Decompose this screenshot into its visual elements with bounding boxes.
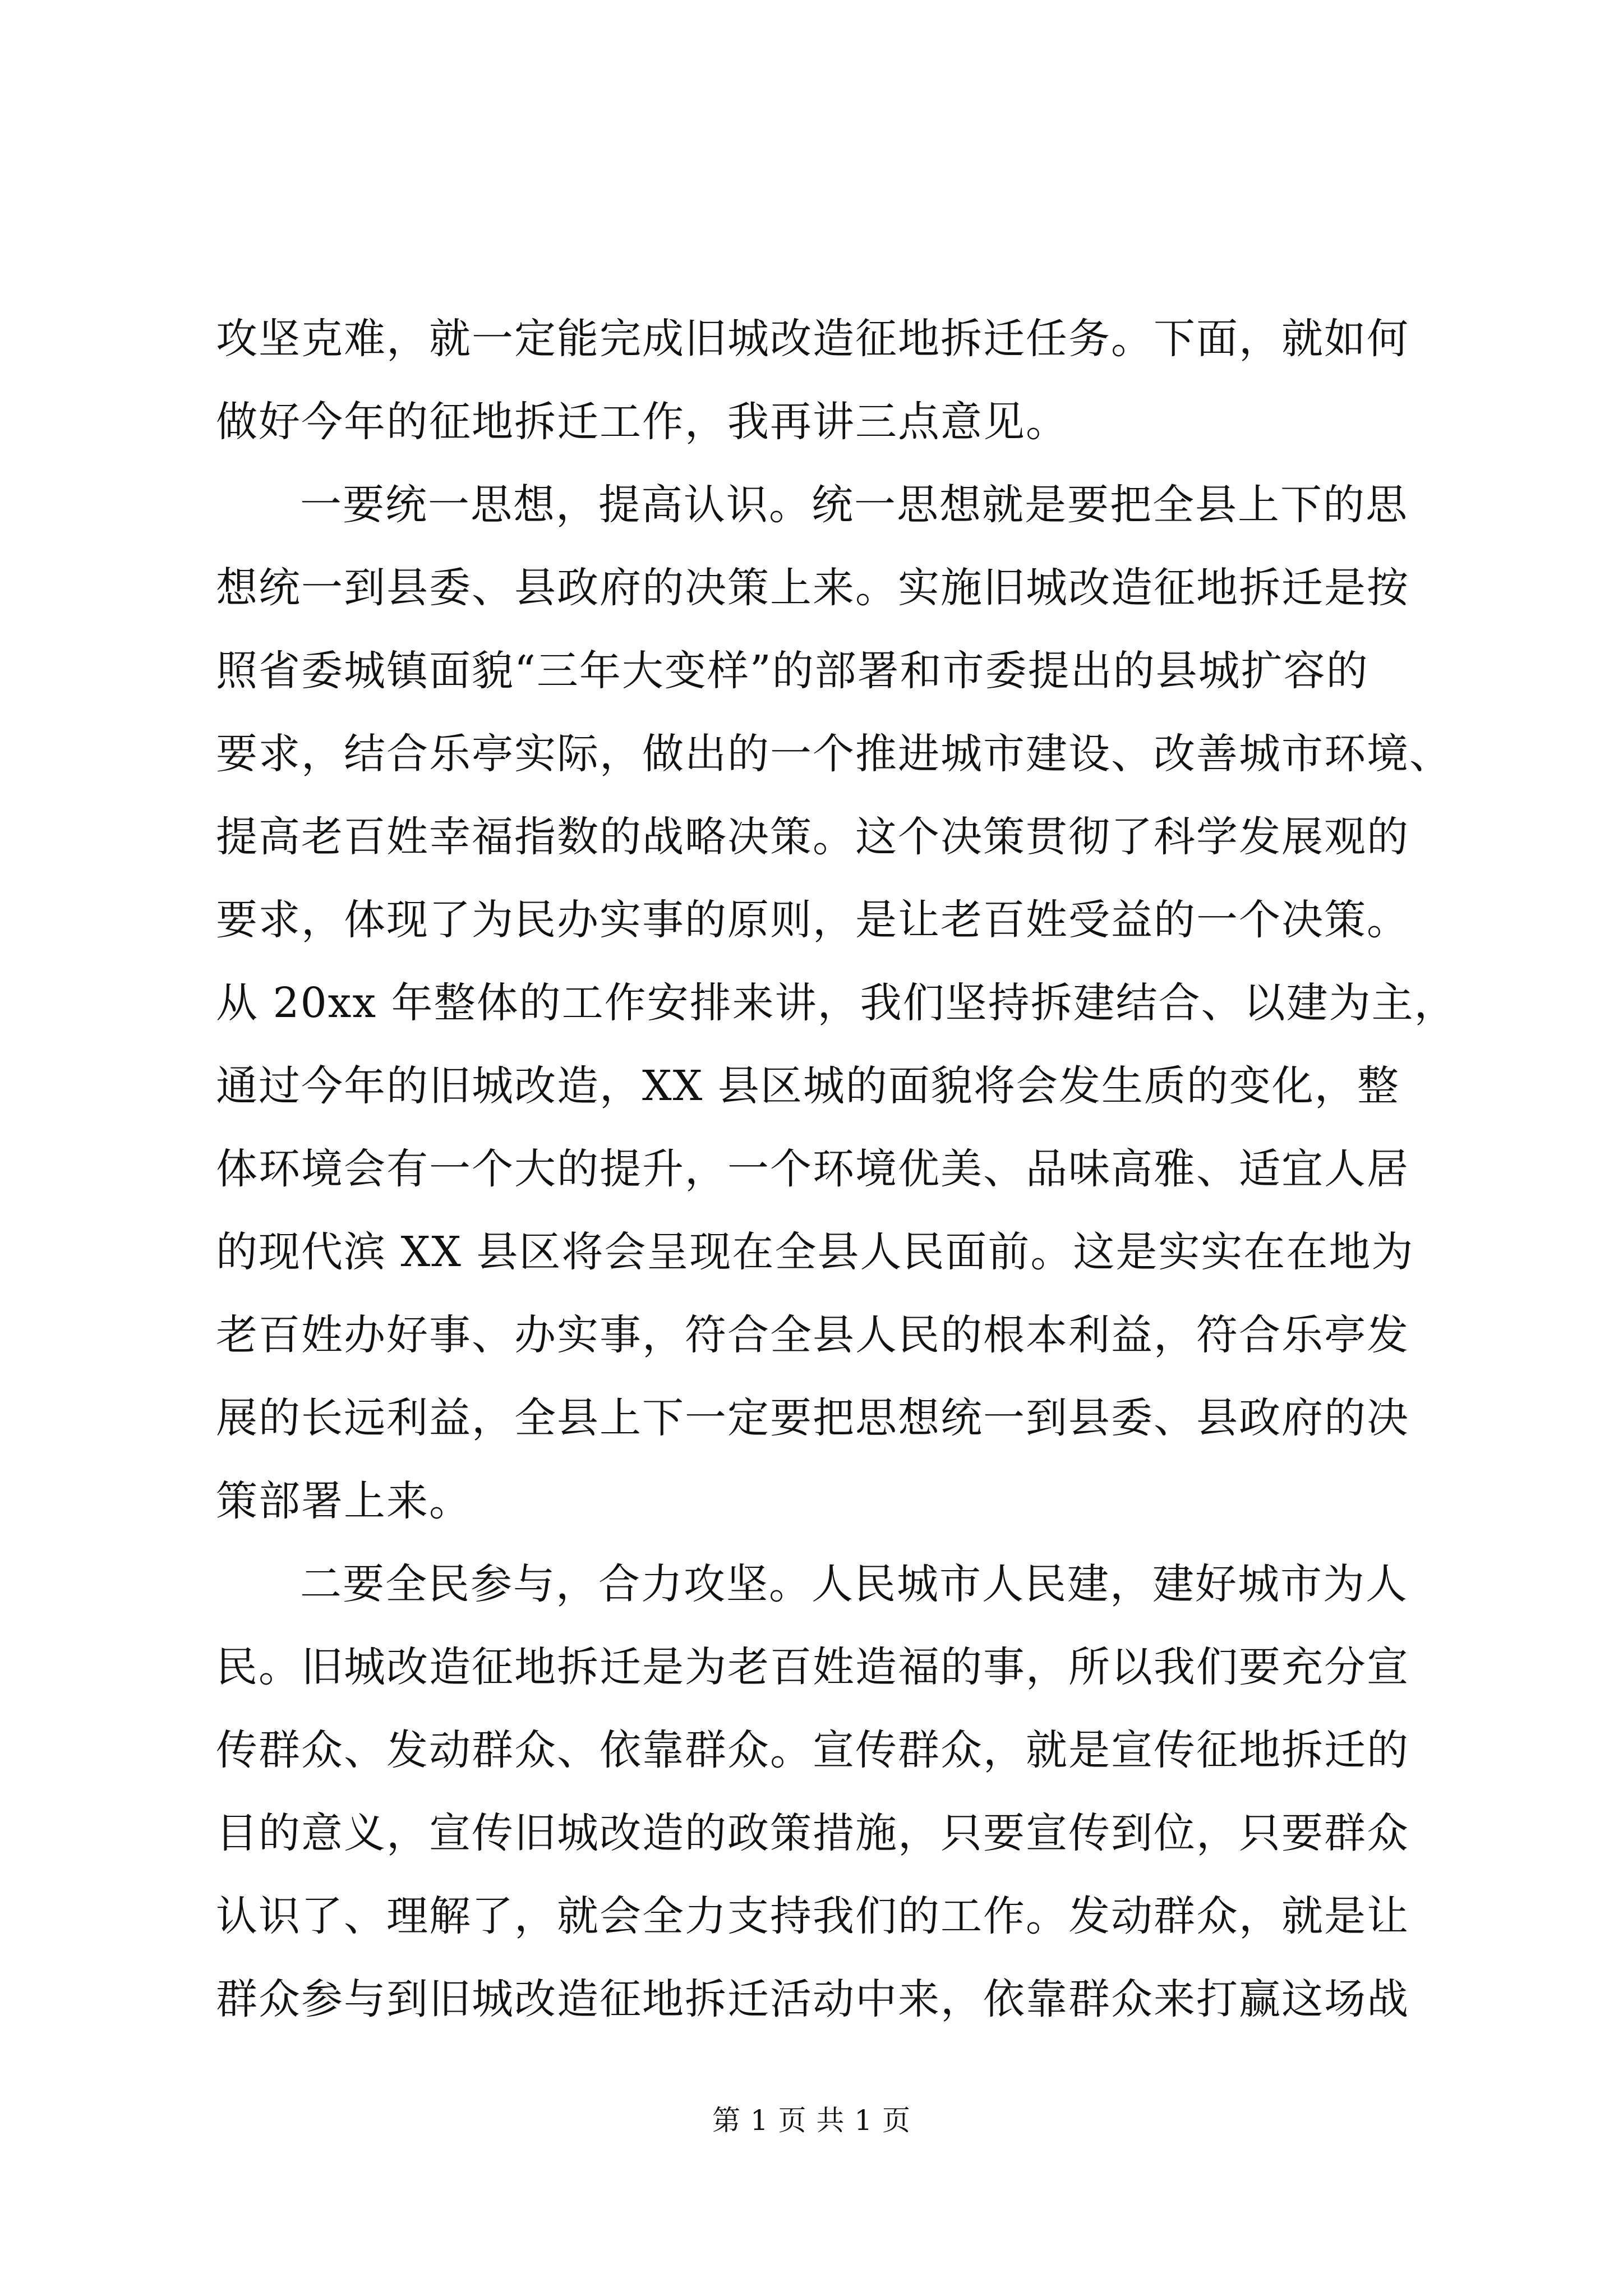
text-line: 的现代滨 XX 县区将会呈现在全县人民面前。这是实实在在地为: [216, 1228, 1414, 1276]
paragraph-first-line: 一要统一思想，提高认识。统一思想就是要把全县上下的思: [300, 481, 1408, 529]
text-line: 要求，结合乐亭实际，做出的一个推进城市建设、改善城市环境、: [216, 730, 1452, 778]
text-line: 展的长远利益，全县上下一定要把思想统一到县委、县政府的决: [216, 1394, 1409, 1442]
document-body: [216, 297, 1457, 2041]
text-line: 策部署上来。: [216, 1477, 472, 1525]
text-line: 目的意义，宣传旧城改造的政策措施，只要宣传到位，只要群众: [216, 1809, 1409, 1857]
text-line: 从 20xx 年整体的工作安排来讲，我们坚持拆建结合、以建为主，: [216, 979, 1457, 1027]
text-line: 提高老百姓幸福指数的战略决策。这个决策贯彻了科学发展观的: [216, 813, 1409, 861]
text-line: 民。旧城改造征地拆迁是为老百姓造福的事，所以我们要充分宣: [216, 1643, 1409, 1691]
text-line: 老百姓办好事、办实事，符合全县人民的根本利益，符合乐亭发: [216, 1311, 1409, 1359]
text-line: 照省委城镇面貌“三年大变样”的部署和市委提出的县城扩容的: [216, 647, 1369, 695]
page-footer: [0, 2101, 1623, 2140]
text-line: 体环境会有一个大的提升，一个环境优美、品味高雅、适宜人居: [216, 1145, 1409, 1193]
paragraph-first-line: 二要全民参与，合力攻坚。人民城市人民建，建好城市为人: [300, 1560, 1408, 1608]
text-line: 群众参与到旧城改造征地拆迁活动中来，依靠群众来打赢这场战: [216, 1975, 1409, 2023]
text-line: 传群众、发动群众、依靠群众。宣传群众，就是宣传征地拆迁的: [216, 1726, 1409, 1774]
text-line: 想统一到县委、县政府的决策上来。实施旧城改造征地拆迁是按: [216, 564, 1409, 612]
text-line: 攻坚克难，就一定能完成旧城改造征地拆迁任务。下面，就如何: [216, 315, 1409, 363]
text-line: 做好今年的征地拆迁工作，我再讲三点意见。: [216, 398, 1068, 446]
page-number-label: 第 1 页 共 1 页: [712, 2104, 911, 2137]
text-line: 要求，体现了为民办实事的原则，是让老百姓受益的一个决策。: [216, 896, 1409, 944]
text-line: 通过今年的旧城改造，XX 县区城的面貌将会发生质的变化，整: [216, 1062, 1400, 1110]
text-line: 认识了、理解了，就会全力支持我们的工作。发动群众，就是让: [216, 1892, 1409, 1940]
